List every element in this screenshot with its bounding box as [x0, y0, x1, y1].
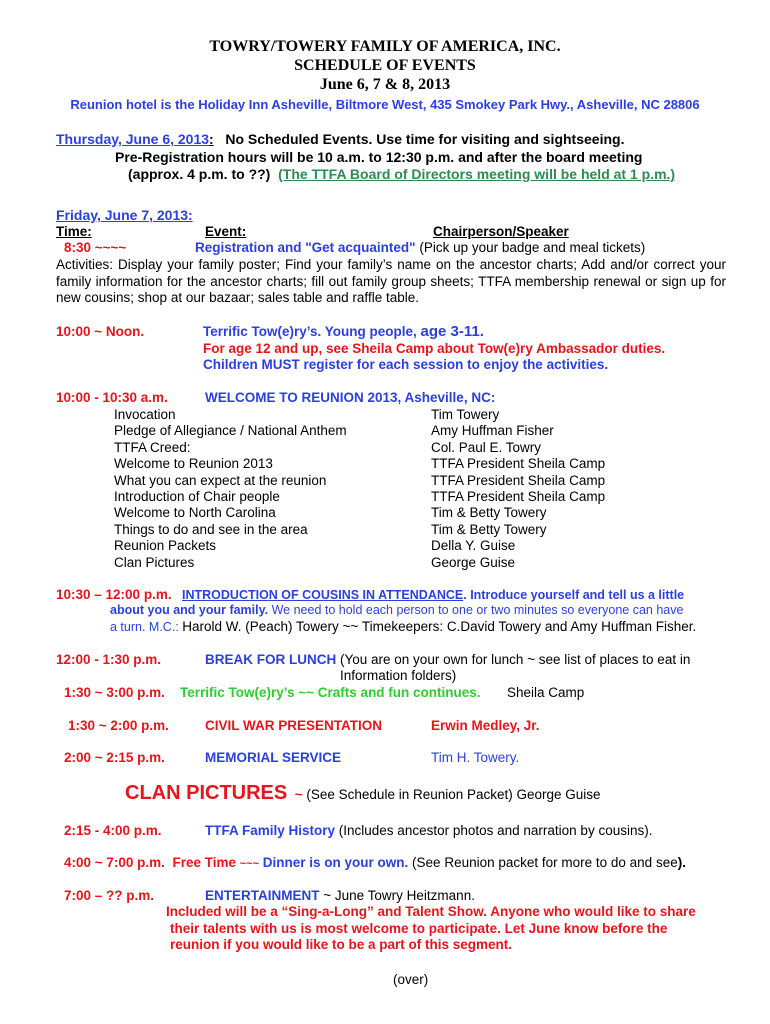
- title-schedule: SCHEDULE OF EVENTS: [294, 57, 476, 74]
- lunch-title: BREAK FOR LUNCH: [205, 652, 337, 667]
- approx-line: [128, 166, 675, 182]
- freetime-dinner: Dinner is on your own.: [259, 855, 409, 870]
- crafts-title: Terrific Tow(e)ry’s ~~ Crafts and fun continues.: [180, 685, 481, 700]
- intro-minutes: We need to hold each person to one or two minutes so everyone can have: [268, 603, 684, 617]
- civilwar-title: CIVIL WAR PRESENTATION: [205, 718, 383, 733]
- welcome-item-event: Welcome to North Carolina: [114, 505, 276, 521]
- entertainment-line2: their talents with us is most welcome to participate. Let June know before the: [170, 921, 668, 936]
- welcome-time: 10:00 - 10:30 a.m.: [56, 390, 168, 405]
- welcome-item-event: Things to do and see in the area: [114, 521, 308, 537]
- hotel-line: Reunion hotel is the Holiday Inn Asheville, Biltmore West, 435 Smokey Park Hwy., Asheville, NC 28806: [70, 97, 700, 112]
- entertainment-person: ~ June Towry Heitzmann.: [319, 888, 475, 903]
- youth-time: 10:00 ~ Noon.: [56, 324, 145, 339]
- col-time: Time:: [56, 224, 92, 239]
- welcome-item-person: TTFA President Sheila Camp: [431, 456, 606, 472]
- welcome-item-person: TTFA President Sheila Camp: [431, 489, 606, 504]
- crafts-person: Sheila Camp: [507, 685, 585, 700]
- freetime-time: 4:00 ~ 7:00 p.m.: [64, 855, 165, 870]
- entertainment-time: 7:00 – ?? p.m.: [64, 888, 155, 903]
- intro-mc: Harold W. (Peach) Towery ~~ Timekeepers: C.David Towery and Amy Huffman Fisher.: [182, 619, 697, 634]
- intro-line1: [56, 587, 684, 602]
- registration-line: [195, 240, 645, 255]
- entertainment-title: ENTERTAINMENT: [205, 888, 320, 903]
- history-line: [205, 823, 652, 838]
- registration-time: 8:30 ~~~~: [64, 240, 127, 255]
- civilwar-person: Erwin Medley, Jr.: [431, 718, 540, 733]
- col-chairperson: Chairperson/Speaker: [433, 224, 569, 239]
- freetime-line: [64, 855, 686, 870]
- welcome-title: WELCOME TO REUNION 2013, Asheville, NC:: [205, 390, 496, 405]
- youth-age: age 3-11.: [420, 323, 484, 340]
- freetime-end: ).: [677, 855, 686, 870]
- title-org: TOWRY/TOWERY FAMILY OF AMERICA, INC.: [209, 38, 561, 55]
- welcome-item-person: Tim Towery: [431, 407, 500, 422]
- entertainment-line1: Included will be a “Sing-a-Long” and Talent Show. Anyone who would like to share: [166, 904, 696, 919]
- over-note: (over): [393, 972, 429, 987]
- intro-about: about you and your family.: [110, 603, 269, 617]
- approx-text: (approx. 4 p.m. to ??): [128, 166, 271, 182]
- lunch-note: (You are on your own for lunch ~ see list of places to eat in: [336, 652, 691, 667]
- entertainment-line3: reunion if you would like to be a part of this segment.: [170, 937, 513, 952]
- history-note: (Includes ancestor photos and narration by cousins).: [335, 823, 653, 838]
- clan-pictures-title: CLAN PICTURES: [125, 782, 288, 804]
- welcome-item-person: Tim & Betty Towery: [431, 521, 547, 537]
- registration-note: (Pick up your badge and meal tickets): [419, 240, 646, 255]
- welcome-item-person: Tim & Betty Towery: [431, 505, 547, 521]
- welcome-item-person: George Guise: [431, 554, 516, 570]
- crafts-time: 1:30 ~ 3:00 p.m.: [64, 685, 165, 700]
- thursday-colon: :: [209, 131, 214, 147]
- thursday-line: [56, 131, 624, 147]
- history-title: TTFA Family History: [205, 823, 336, 838]
- clan-pictures-tilde: ~: [294, 787, 303, 802]
- intro-line2: [110, 603, 683, 617]
- intro-title: INTRODUCTION OF COUSINS IN ATTENDANCE: [182, 588, 464, 602]
- youth-program: Terrific Tow(e)ry’s. Young people,: [203, 324, 421, 339]
- welcome-item-event: Invocation: [114, 407, 176, 422]
- youth-line1: [203, 323, 484, 340]
- welcome-item-person: Della Y. Guise: [431, 538, 516, 554]
- welcome-item-event: Pledge of Allegiance / National Anthem: [114, 423, 347, 439]
- intro-line3: [110, 619, 696, 634]
- civilwar-time: 1:30 ~ 2:00 p.m.: [68, 718, 169, 733]
- title-dates: June 6, 7 & 8, 2013: [319, 76, 451, 93]
- activities-paragraph: Activities: Display your family poster; Find your family’s name on the ancestor charts; Add and/or correct your family information for the ancestor charts; fill out family group sheets; TTFA membership renewal or sign up for new cousins; shop at our bazaar; sales table and raffle table.: [56, 257, 726, 305]
- registration-event: Registration and "Get acquainted": [195, 240, 416, 255]
- lunch-line: [205, 652, 690, 667]
- clan-pictures-line: [125, 782, 601, 805]
- freetime-note: (See Reunion packet for more to do and see: [408, 855, 678, 870]
- lunch-note-2: Information folders): [340, 668, 457, 683]
- friday-date: Friday, June 7, 2013:: [56, 207, 193, 223]
- freetime-tildes: ~~~: [239, 858, 260, 870]
- welcome-item-event: Welcome to Reunion 2013: [114, 456, 273, 472]
- clan-pictures-note: (See Schedule in Reunion Packet) George Guise: [302, 787, 601, 802]
- welcome-item-event: Clan Pictures: [114, 554, 195, 570]
- welcome-item-person: Col. Paul E. Towry: [431, 439, 542, 455]
- preregistration-line: Pre-Registration hours will be 10 a.m. to 12:30 p.m. and after the board meeting: [115, 149, 643, 165]
- welcome-item-event: What you can expect at the reunion: [114, 472, 327, 488]
- welcome-item-event: Introduction of Chair people: [114, 489, 280, 504]
- board-meeting-note: (The TTFA Board of Directors meeting will be held at 1 p.m.): [278, 166, 676, 182]
- memorial-title: MEMORIAL SERVICE: [205, 750, 342, 765]
- intro-mc-label: a turn. M.C.:: [110, 620, 183, 634]
- freetime-title: Free Time: [172, 855, 240, 870]
- memorial-person: Tim H. Towery.: [431, 750, 520, 765]
- intro-time: 10:30 – 12:00 p.m.: [56, 587, 172, 602]
- col-event: Event:: [205, 224, 247, 239]
- welcome-item-person: Amy Huffman Fisher: [431, 423, 554, 439]
- lunch-time: 12:00 - 1:30 p.m.: [56, 652, 162, 667]
- memorial-time: 2:00 ~ 2:15 p.m.: [64, 750, 165, 765]
- children-register-note: Children MUST register for each session to enjoy the activities.: [203, 357, 609, 372]
- history-time: 2:15 - 4:00 p.m.: [64, 823, 162, 838]
- welcome-item-person: TTFA President Sheila Camp: [431, 472, 606, 488]
- thursday-date: Thursday, June 6, 2013: [56, 131, 210, 147]
- intro-rest: . Introduce yourself and tell us a little: [463, 588, 685, 602]
- ambassador-note: For age 12 and up, see Sheila Camp about Tow(e)ry Ambassador duties.: [203, 341, 666, 356]
- thursday-text: No Scheduled Events. Use time for visiting and sightseeing.: [225, 131, 625, 147]
- welcome-item-event: TTFA Creed:: [114, 439, 191, 455]
- entertainment-line: [205, 888, 475, 903]
- welcome-item-event: Reunion Packets: [114, 538, 217, 554]
